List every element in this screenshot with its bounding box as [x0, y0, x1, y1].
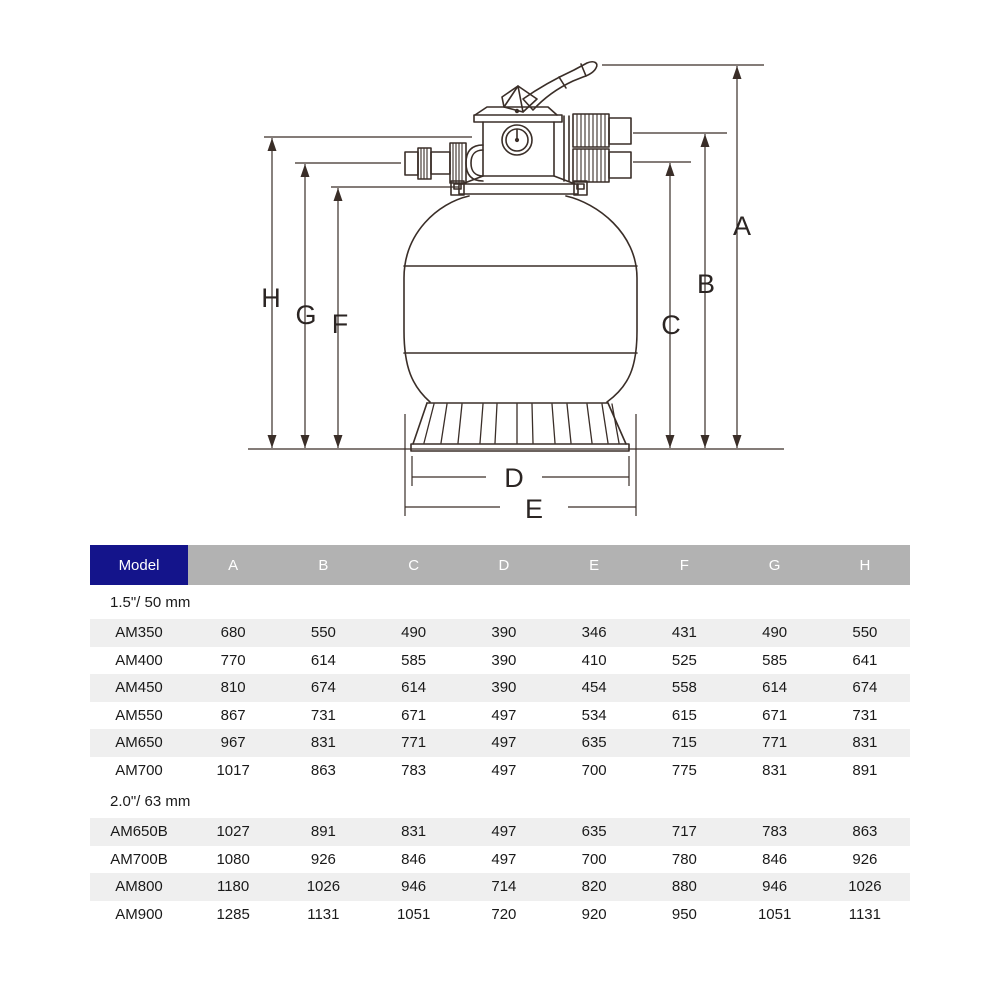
value-cell: 497 [491, 823, 517, 841]
value-cell: 534 [581, 706, 607, 724]
value-cell: 1026 [848, 878, 882, 896]
value-cell: 497 [491, 706, 517, 724]
spec-table-body [90, 585, 910, 928]
value-cell: 390 [491, 624, 517, 642]
value-cell: 846 [401, 850, 427, 868]
col-header-model: Model [90, 545, 188, 585]
value-cell: 783 [401, 761, 427, 779]
table-row [90, 619, 910, 647]
value-cell: 635 [581, 734, 607, 752]
value-cell: 390 [491, 679, 517, 697]
value-cell: 671 [401, 706, 427, 724]
base-ribs [424, 404, 619, 443]
value-cell: 1051 [396, 905, 431, 923]
value-cell: 1131 [307, 905, 340, 923]
tank-clamp [451, 176, 587, 195]
tank-body [404, 196, 637, 402]
value-cell: 614 [401, 679, 427, 697]
value-cell: 585 [401, 651, 427, 669]
value-cell: 863 [310, 761, 336, 779]
value-cell: 720 [491, 905, 517, 923]
value-cell: 490 [401, 624, 427, 642]
value-cell: 715 [671, 734, 697, 752]
value-cell: 780 [671, 850, 697, 868]
value-cell: 1051 [757, 905, 792, 923]
dim-label-e: E [524, 494, 544, 524]
table-row [90, 647, 910, 675]
value-cell: 967 [220, 734, 246, 752]
value-cell: 846 [762, 850, 788, 868]
value-cell: 775 [671, 761, 697, 779]
value-cell: 346 [581, 624, 607, 642]
value-cell: 831 [310, 734, 336, 752]
table-row [90, 757, 910, 785]
value-cell: 717 [671, 823, 697, 841]
value-cell: 946 [762, 878, 788, 896]
value-cell: 950 [671, 905, 697, 923]
value-cell: 1026 [306, 878, 341, 896]
model-cell: AM450 [115, 679, 163, 697]
spec-table [90, 545, 910, 928]
value-cell: 771 [762, 734, 788, 752]
dim-label-c: C [661, 310, 681, 340]
table-row [90, 674, 910, 702]
multiport-valve [474, 107, 569, 181]
model-cell: AM650 [115, 734, 163, 752]
model-cell: AM900 [115, 905, 163, 923]
value-cell: 525 [671, 651, 697, 669]
right-union-fittings [573, 114, 631, 182]
col-header-h: H [820, 545, 910, 585]
table-row [90, 901, 910, 929]
col-header-e: E [549, 545, 639, 585]
left-union-fitting [405, 143, 483, 183]
value-cell: 731 [310, 706, 336, 724]
model-cell: AM400 [115, 651, 163, 669]
value-cell: 920 [581, 905, 607, 923]
value-cell: 867 [220, 706, 246, 724]
col-header-d: D [459, 545, 549, 585]
value-cell: 1017 [216, 761, 250, 779]
value-cell: 926 [852, 850, 878, 868]
model-cell: AM700B [110, 850, 168, 868]
value-cell: 674 [852, 679, 878, 697]
value-cell: 614 [310, 651, 336, 669]
model-cell: AM350 [115, 624, 163, 642]
model-cell: AM550 [115, 706, 163, 724]
dim-label-h: H [261, 283, 281, 313]
section-label-row: 1.5"/ 50 mm [90, 585, 910, 619]
value-cell: 1131 [848, 905, 881, 923]
table-row [90, 818, 910, 846]
value-cell: 490 [762, 624, 788, 642]
pressure-gauge-icon [502, 125, 532, 155]
value-cell: 810 [220, 679, 246, 697]
value-cell: 674 [310, 679, 336, 697]
section-label-row: 2.0"/ 63 mm [90, 784, 910, 818]
dim-label-f: F [331, 309, 349, 339]
value-cell: 880 [671, 878, 697, 896]
value-cell: 390 [491, 651, 517, 669]
value-cell: 863 [852, 823, 878, 841]
valve-handle [502, 62, 597, 112]
value-cell: 731 [852, 706, 878, 724]
value-cell: 497 [491, 850, 517, 868]
value-cell: 558 [671, 679, 697, 697]
value-cell: 550 [310, 624, 336, 642]
value-cell: 1080 [216, 850, 250, 868]
value-cell: 700 [581, 761, 607, 779]
dim-label-a: A [732, 211, 752, 241]
spec-table-header [90, 545, 910, 585]
value-cell: 831 [401, 823, 427, 841]
value-cell: 615 [671, 706, 697, 724]
value-cell: 783 [762, 823, 788, 841]
col-header-c: C [369, 545, 459, 585]
value-cell: 550 [852, 624, 878, 642]
dim-label-b: B [696, 269, 716, 299]
dim-label-g: G [295, 300, 317, 330]
value-cell: 771 [401, 734, 427, 752]
table-row [90, 702, 910, 730]
value-cell: 454 [581, 679, 607, 697]
value-cell: 431 [671, 624, 697, 642]
value-cell: 614 [762, 679, 788, 697]
table-row [90, 729, 910, 757]
filter-drawing [404, 62, 637, 451]
dim-label-d: D [504, 463, 524, 493]
value-cell: 671 [762, 706, 788, 724]
value-cell: 410 [581, 651, 607, 669]
value-cell: 926 [310, 850, 336, 868]
value-cell: 820 [581, 878, 607, 896]
col-header-f: F [639, 545, 729, 585]
value-cell: 1180 [216, 878, 250, 896]
value-cell: 1285 [216, 905, 250, 923]
value-cell: 831 [852, 734, 878, 752]
col-header-g: G [730, 545, 820, 585]
value-cell: 497 [491, 734, 517, 752]
value-cell: 497 [491, 761, 517, 779]
value-cell: 700 [581, 850, 607, 868]
table-row [90, 846, 910, 874]
value-cell: 891 [310, 823, 336, 841]
model-cell: AM700 [115, 761, 163, 779]
col-header-b: B [278, 545, 368, 585]
value-cell: 680 [220, 624, 246, 642]
value-cell: 770 [220, 651, 246, 669]
col-header-a: A [188, 545, 278, 585]
value-cell: 641 [852, 651, 878, 669]
model-cell: AM800 [115, 878, 163, 896]
value-cell: 891 [852, 761, 878, 779]
model-cell: AM650B [110, 823, 168, 841]
value-cell: 635 [581, 823, 607, 841]
value-cell: 585 [762, 651, 788, 669]
value-cell: 714 [491, 878, 517, 896]
base-stand [411, 403, 629, 451]
table-row [90, 873, 910, 901]
value-cell: 831 [762, 761, 788, 779]
value-cell: 946 [401, 878, 427, 896]
value-cell: 1027 [216, 823, 250, 841]
